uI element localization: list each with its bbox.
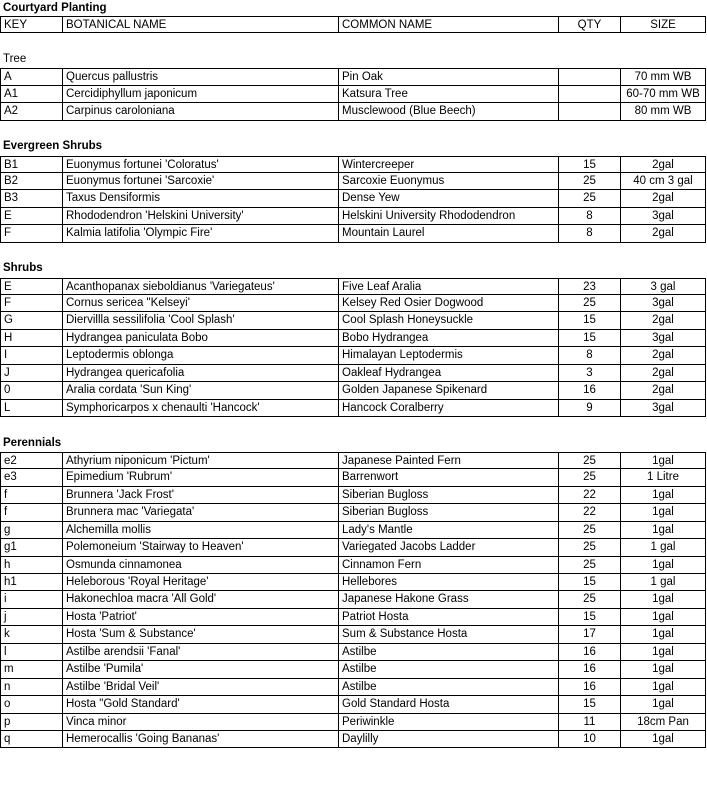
table-row	[0, 452, 707, 469]
cell-common-name: Katsura Tree	[338, 86, 558, 103]
cell-botanical-name: Hosta 'Sum & Substance'	[62, 626, 338, 643]
cell-key: 0	[0, 382, 62, 399]
cell-common-name: Variegated Jacobs Ladder	[338, 539, 558, 556]
cell-botanical-name: Carpinus caroloniana	[62, 103, 338, 120]
table-row	[0, 731, 707, 748]
spacer	[0, 33, 707, 50]
table-row	[0, 714, 707, 731]
cell-common-name: Patriot Hosta	[338, 609, 558, 626]
cell-botanical-name: Aralia cordata 'Sun King'	[62, 382, 338, 399]
table-row	[0, 278, 707, 295]
cell-qty: 15	[558, 696, 620, 713]
section-label: Perennials	[3, 436, 62, 449]
cell-key: G	[0, 312, 62, 329]
cell-qty: 23	[558, 278, 620, 295]
cell-qty: 15	[558, 574, 620, 591]
cell-common-name: Siberian Bugloss	[338, 504, 558, 521]
cell-qty: 15	[558, 156, 620, 173]
cell-key: q	[0, 731, 62, 748]
cell-key: f	[0, 487, 62, 504]
table-row	[0, 626, 707, 643]
cell-botanical-name: Diervillla sessilifolia 'Cool Splash'	[62, 312, 338, 329]
spacer	[0, 243, 707, 260]
cell-key: A1	[0, 86, 62, 103]
table-row	[0, 469, 707, 486]
cell-size: 1gal	[620, 609, 706, 626]
header-botanical-name: BOTANICAL NAME	[62, 16, 338, 33]
cell-qty: 8	[558, 208, 620, 225]
cell-key: m	[0, 661, 62, 678]
sheet-title: Courtyard Planting	[3, 2, 107, 14]
cell-key: h	[0, 557, 62, 574]
cell-botanical-name: Osmunda cinnamonea	[62, 557, 338, 574]
cell-common-name: Pin Oak	[338, 68, 558, 85]
cell-common-name: Sum & Substance Hosta	[338, 626, 558, 643]
table-row	[0, 68, 707, 85]
cell-botanical-name: Alchemilla mollis	[62, 522, 338, 539]
cell-botanical-name: Cornus sericea "Kelseyi'	[62, 295, 338, 312]
table-row	[0, 504, 707, 521]
cell-common-name: Sarcoxie Euonymus	[338, 173, 558, 190]
cell-qty: 10	[558, 731, 620, 748]
cell-qty: 25	[558, 452, 620, 469]
cell-size: 3gal	[620, 330, 706, 347]
cell-botanical-name: Brunnera mac 'Variegata'	[62, 504, 338, 521]
cell-key: B1	[0, 156, 62, 173]
cell-size: 1gal	[620, 679, 706, 696]
cell-qty: 15	[558, 312, 620, 329]
cell-size: 3 gal	[620, 278, 706, 295]
cell-size: 1gal	[620, 522, 706, 539]
table-row	[0, 487, 707, 504]
table-row	[0, 382, 707, 399]
cell-size: 1 gal	[620, 574, 706, 591]
cell-common-name: Gold Standard Hosta	[338, 696, 558, 713]
cell-size: 60-70 mm WB	[620, 86, 706, 103]
cell-qty: 11	[558, 714, 620, 731]
cell-qty: 25	[558, 557, 620, 574]
cell-key: h1	[0, 574, 62, 591]
cell-qty: 22	[558, 487, 620, 504]
cell-key: l	[0, 644, 62, 661]
cell-size: 1gal	[620, 661, 706, 678]
table-row	[0, 557, 707, 574]
cell-common-name: Barrenwort	[338, 469, 558, 486]
cell-common-name: Mountain Laurel	[338, 225, 558, 242]
cell-botanical-name: Acanthopanax sieboldianus 'Variegateus'	[62, 278, 338, 295]
cell-common-name: Astilbe	[338, 644, 558, 661]
cell-common-name: Siberian Bugloss	[338, 487, 558, 504]
cell-qty	[558, 86, 620, 103]
cell-botanical-name: Polemoneium 'Stairway to Heaven'	[62, 539, 338, 556]
table-row	[0, 644, 707, 661]
cell-size: 1gal	[620, 591, 706, 608]
header-row	[0, 16, 707, 33]
cell-common-name: Oakleaf Hydrangea	[338, 365, 558, 382]
cell-key: E	[0, 208, 62, 225]
cell-common-name: Dense Yew	[338, 190, 558, 207]
cell-key: j	[0, 609, 62, 626]
cell-common-name: Musclewood (Blue Beech)	[338, 103, 558, 120]
cell-common-name: Hellebores	[338, 574, 558, 591]
cell-common-name: Daylilly	[338, 731, 558, 748]
cell-qty: 8	[558, 225, 620, 242]
cell-size: 1gal	[620, 504, 706, 521]
cell-size: 18cm Pan	[620, 714, 706, 731]
cell-qty: 16	[558, 661, 620, 678]
cell-key: o	[0, 696, 62, 713]
cell-key: i	[0, 591, 62, 608]
cell-qty: 25	[558, 469, 620, 486]
cell-qty	[558, 103, 620, 120]
cell-qty: 17	[558, 626, 620, 643]
cell-common-name: Lady's Mantle	[338, 522, 558, 539]
cell-size: 1gal	[620, 731, 706, 748]
cell-size: 2gal	[620, 312, 706, 329]
spacer	[0, 417, 707, 434]
cell-common-name: Japanese Painted Fern	[338, 452, 558, 469]
cell-size: 3gal	[620, 400, 706, 417]
cell-common-name: Hancock Coralberry	[338, 400, 558, 417]
cell-botanical-name: Hosta 'Patriot'	[62, 609, 338, 626]
cell-qty: 16	[558, 644, 620, 661]
cell-botanical-name: Brunnera 'Jack Frost'	[62, 487, 338, 504]
cell-botanical-name: Leptodermis oblonga	[62, 347, 338, 364]
table-row	[0, 522, 707, 539]
table-row	[0, 295, 707, 312]
table-row	[0, 661, 707, 678]
cell-key: H	[0, 330, 62, 347]
cell-common-name: Himalayan Leptodermis	[338, 347, 558, 364]
cell-botanical-name: Heleborous 'Royal Heritage'	[62, 574, 338, 591]
table-row	[0, 609, 707, 626]
table-row	[0, 400, 707, 417]
cell-common-name: Wintercreeper	[338, 156, 558, 173]
cell-qty: 25	[558, 591, 620, 608]
cell-qty: 16	[558, 382, 620, 399]
cell-size: 2gal	[620, 347, 706, 364]
cell-size: 70 mm WB	[620, 68, 706, 85]
cell-key: B2	[0, 173, 62, 190]
cell-botanical-name: Rhododendron 'Helskini University'	[62, 208, 338, 225]
cell-size: 2gal	[620, 156, 706, 173]
cell-common-name: Astilbe	[338, 661, 558, 678]
header-common-name: COMMON NAME	[338, 16, 558, 33]
cell-qty	[558, 68, 620, 85]
cell-size: 1gal	[620, 644, 706, 661]
cell-size: 1gal	[620, 557, 706, 574]
cell-key: F	[0, 295, 62, 312]
cell-key: p	[0, 714, 62, 731]
table-row	[0, 173, 707, 190]
cell-key: g1	[0, 539, 62, 556]
cell-common-name: Cinnamon Fern	[338, 557, 558, 574]
table-row	[0, 312, 707, 329]
cell-size: 3gal	[620, 295, 706, 312]
header-size: SIZE	[620, 16, 706, 33]
cell-qty: 15	[558, 330, 620, 347]
cell-botanical-name: Euonymus fortunei 'Coloratus'	[62, 156, 338, 173]
cell-botanical-name: Astilbe 'Pumila'	[62, 661, 338, 678]
cell-common-name: Astilbe	[338, 679, 558, 696]
cell-botanical-name: Epimedium 'Rubrum'	[62, 469, 338, 486]
cell-botanical-name: Hakonechloa macra 'All Gold'	[62, 591, 338, 608]
cell-key: f	[0, 504, 62, 521]
cell-size: 1gal	[620, 487, 706, 504]
cell-key: A	[0, 68, 62, 85]
cell-key: L	[0, 400, 62, 417]
cell-size: 40 cm 3 gal	[620, 173, 706, 190]
cell-botanical-name: Vinca minor	[62, 714, 338, 731]
cell-common-name: Cool Splash Honeysuckle	[338, 312, 558, 329]
cell-key: J	[0, 365, 62, 382]
section-label: Tree	[3, 52, 27, 65]
cell-botanical-name: Astilbe arendsii 'Fanal'	[62, 644, 338, 661]
table-row	[0, 365, 707, 382]
cell-common-name: Periwinkle	[338, 714, 558, 731]
cell-qty: 25	[558, 190, 620, 207]
cell-botanical-name: Cercidiphyllum japonicum	[62, 86, 338, 103]
cell-qty: 25	[558, 539, 620, 556]
table-row	[0, 103, 707, 120]
section-label: Shrubs	[3, 262, 43, 275]
cell-size: 2gal	[620, 365, 706, 382]
cell-qty: 8	[558, 347, 620, 364]
cell-size: 2gal	[620, 382, 706, 399]
sections	[0, 33, 707, 748]
cell-qty: 3	[558, 365, 620, 382]
cell-common-name: Bobo Hydrangea	[338, 330, 558, 347]
cell-common-name: Golden Japanese Spikenard	[338, 382, 558, 399]
cell-key: B3	[0, 190, 62, 207]
cell-common-name: Kelsey Red Osier Dogwood	[338, 295, 558, 312]
cell-size: 3gal	[620, 208, 706, 225]
cell-key: E	[0, 278, 62, 295]
cell-qty: 16	[558, 679, 620, 696]
cell-key: e3	[0, 469, 62, 486]
table-row	[0, 225, 707, 242]
table-row	[0, 347, 707, 364]
table-row	[0, 574, 707, 591]
cell-botanical-name: Athyrium niponicum 'Pictum'	[62, 452, 338, 469]
cell-botanical-name: Quercus pallustris	[62, 68, 338, 85]
cell-key: F	[0, 225, 62, 242]
cell-key: k	[0, 626, 62, 643]
cell-size: 2gal	[620, 225, 706, 242]
spacer	[0, 121, 707, 138]
cell-qty: 25	[558, 173, 620, 190]
cell-botanical-name: Hemerocallis 'Going Bananas'	[62, 731, 338, 748]
cell-size: 1 gal	[620, 539, 706, 556]
header-qty: QTY	[558, 16, 620, 33]
cell-common-name: Japanese Hakone Grass	[338, 591, 558, 608]
cell-botanical-name: Taxus Densiformis	[62, 190, 338, 207]
table-row	[0, 156, 707, 173]
table-row	[0, 330, 707, 347]
table-row	[0, 696, 707, 713]
cell-size: 1gal	[620, 626, 706, 643]
cell-qty: 9	[558, 400, 620, 417]
cell-size: 80 mm WB	[620, 103, 706, 120]
cell-common-name: Helskini University Rhododendron	[338, 208, 558, 225]
cell-size: 1 Litre	[620, 469, 706, 486]
table-row	[0, 208, 707, 225]
cell-key: I	[0, 347, 62, 364]
cell-size: 1gal	[620, 696, 706, 713]
cell-botanical-name: Euonymus fortunei 'Sarcoxie'	[62, 173, 338, 190]
cell-qty: 25	[558, 522, 620, 539]
cell-qty: 25	[558, 295, 620, 312]
cell-key: e2	[0, 452, 62, 469]
section-label: Evergreen Shrubs	[3, 140, 103, 153]
cell-size: 1gal	[620, 452, 706, 469]
cell-common-name: Five Leaf Aralia	[338, 278, 558, 295]
table-row	[0, 591, 707, 608]
cell-qty: 22	[558, 504, 620, 521]
cell-botanical-name: Hosta "Gold Standard'	[62, 696, 338, 713]
cell-botanical-name: Symphoricarpos x chenaulti 'Hancock'	[62, 400, 338, 417]
cell-botanical-name: Kalmia latifolia 'Olympic Fire'	[62, 225, 338, 242]
cell-key: n	[0, 679, 62, 696]
cell-botanical-name: Astilbe 'Bridal Veil'	[62, 679, 338, 696]
cell-size: 2gal	[620, 190, 706, 207]
table-row	[0, 86, 707, 103]
table-row	[0, 190, 707, 207]
cell-key: g	[0, 522, 62, 539]
table-row	[0, 539, 707, 556]
cell-botanical-name: Hydrangea quericafolia	[62, 365, 338, 382]
cell-botanical-name: Hydrangea paniculata Bobo	[62, 330, 338, 347]
header-key: KEY	[0, 16, 62, 33]
cell-key: A2	[0, 103, 62, 120]
table-row	[0, 679, 707, 696]
cell-qty: 15	[558, 609, 620, 626]
